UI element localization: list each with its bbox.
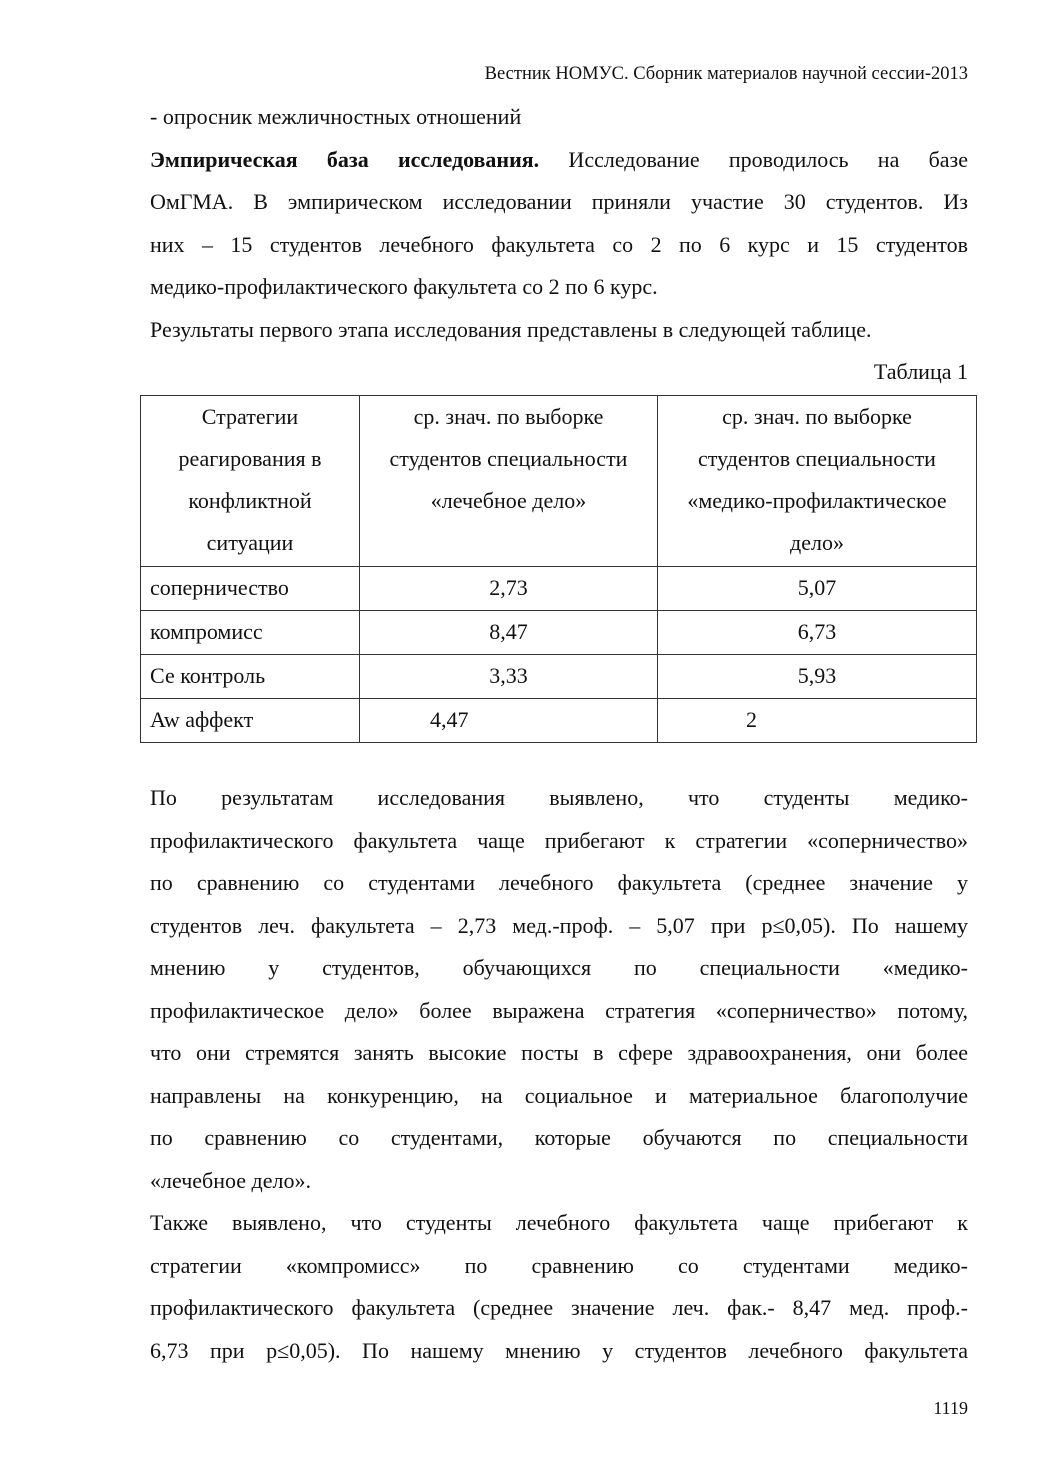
header-medical-line: «лечебное дело» [430,488,587,513]
header-preventive [658,396,977,567]
header-strategy-line: конфликтной [188,488,312,513]
journal-header: Вестник НОМУС. Сборник материалов научной сессии-2013 [484,64,968,84]
results-line: Результаты первого этапа исследования представлены в следующей таблице. [150,316,872,342]
p1-line: по сравнению со студентами, которые обучаются по специальности [150,1125,968,1150]
value-preventive-cell: 5,93 [658,655,977,699]
header-medical-line: ср. знач. по выборке [413,404,604,429]
list-item: - опросник межличностных отношений [150,104,522,129]
header-preventive-line: студентов специальности [698,446,936,471]
header-strategy-line: ситуации [206,530,294,555]
header-preventive-line: ср. знач. по выборке [722,404,912,429]
page-number: 1119 [933,1398,968,1418]
value-medical-cell: 8,47 [360,611,658,655]
strategy-cell: соперничество [141,567,360,611]
table-row [141,611,977,655]
p1-line: профилактического факультета чаще прибегают к стратегии «соперничество» [150,827,968,853]
table-header-row [141,396,977,567]
base-line-2: ОмГМА. В эмпирическом исследовании приняли участие 30 студентов. Из [150,189,968,214]
base-line-4: медико-профилактического факультета со 2 по 6 курс. [150,274,658,299]
p2-line: 6,73 при р≤0,05). По нашему мнению у студентов лечебного факультета [150,1337,968,1363]
p1-line: мнению у студентов, обучающихся по специальности «медико- [150,955,968,980]
header-preventive-line: дело» [790,530,844,555]
base-line-3: них – 15 студентов лечебного факультета со 2 по 6 курс и 15 студентов [150,231,968,257]
table-row [141,655,977,699]
p1-line: студентов леч. факультета – 2,73 мед.-проф. – 5,07 при р≤0,05). По нашему [150,912,968,938]
header-strategy-line: реагирования в [178,446,322,471]
header-medical [360,396,658,567]
strategy-cell: Се контроль [141,655,360,699]
p1-line: «лечебное дело». [150,1167,311,1193]
header-strategy-line: Стратегии [201,404,299,429]
header-preventive-line: «медико-профилактическое [687,488,947,513]
value-preventive-cell: 5,07 [658,567,977,611]
p1-line: по сравнению со студентами лечебного факультета (среднее значение у [150,870,968,895]
p1-line: направлены на конкуренцию, на социальное и материальное благополучие [150,1082,968,1108]
base-heading: Эмпирическая база исследования. [150,146,540,172]
base-line-1 [150,139,968,182]
value-medical-cell: 4,47 [360,699,658,743]
p2-line: Также выявлено, что студенты лечебного факультета чаще прибегают к [150,1210,968,1235]
base-line-1-text: Исследование проводилось на базе [539,146,969,172]
header-medical-line: студентов специальности [389,446,628,471]
strategy-cell: Aw аффект [141,699,360,743]
value-medical-cell: 2,73 [360,567,658,611]
table-row [141,699,977,743]
p1-line: профилактическое дело» более выражена стратегия «соперничество» потому, [150,997,968,1023]
p1-line: По результатам исследования выявлено, что студенты медико- [150,785,968,810]
intro-section [150,96,968,394]
p2-line: профилактического факультета (среднее значение леч. фак.- 8,47 мед. проф.- [150,1295,968,1320]
value-medical-cell: 3,33 [360,655,658,699]
results-table [140,395,977,743]
value-preventive-cell: 6,73 [658,611,977,655]
value-preventive-cell: 2 [658,699,977,743]
discussion-section [150,777,968,1372]
table-row [141,567,977,611]
p2-line: стратегии «компромисс» по сравнению со студентами медико- [150,1252,968,1278]
strategy-cell: компромисс [141,611,360,655]
header-strategy [141,396,360,567]
table-caption: Таблица 1 [873,359,968,384]
p1-line: что они стремятся занять высокие посты в сфере здравоохранения, они более [150,1040,968,1065]
